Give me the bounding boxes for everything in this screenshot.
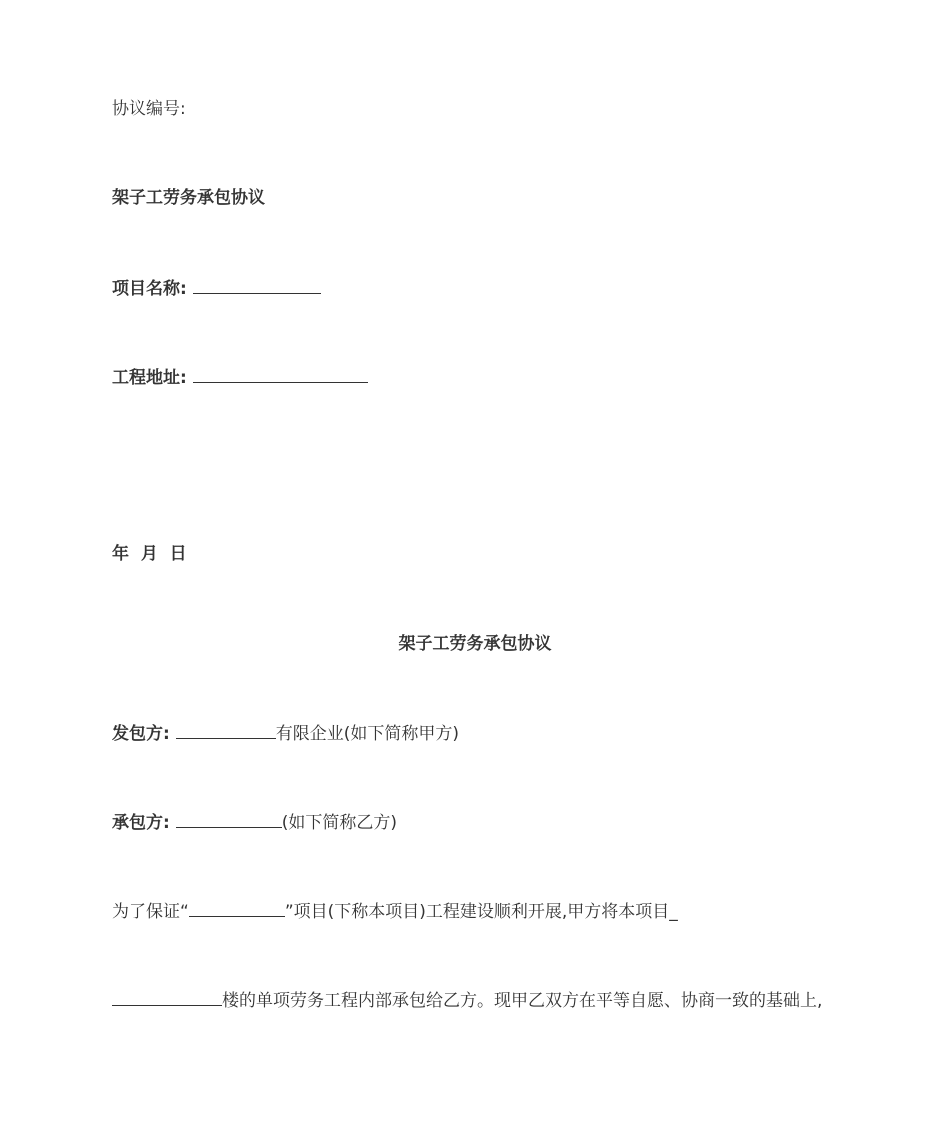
party-b-line xyxy=(112,810,397,835)
party-a-suffix: 有限企业(如下简称甲方) xyxy=(275,724,459,744)
project-address-line xyxy=(112,365,368,390)
body-title xyxy=(0,632,950,656)
date-text: 年 月 日 xyxy=(112,544,187,564)
para1-middle: ”项目(下称本项目)工程建设顺利开展,甲方将本项目_ xyxy=(284,902,678,922)
project-address-label: 工程地址: xyxy=(112,368,187,388)
building-blank xyxy=(112,988,222,1006)
paragraph-line-1 xyxy=(112,899,678,924)
project-name-line xyxy=(112,276,321,301)
project-name-label: 项目名称: xyxy=(112,279,187,299)
agreement-number-label: 协议编号: xyxy=(112,99,186,119)
party-b-suffix: (如下简称乙方) xyxy=(281,813,397,833)
party-b-blank xyxy=(176,810,282,828)
project-name-blank xyxy=(193,276,321,294)
cover-title-text: 架子工劳务承包协议 xyxy=(112,188,265,208)
body-title-text: 架子工劳务承包协议 xyxy=(398,634,552,654)
paragraph-line-2 xyxy=(112,988,822,1013)
para1-prefix: 为了保证“ xyxy=(112,902,189,922)
agreement-number-line xyxy=(112,97,186,121)
party-b-label: 承包方: xyxy=(112,813,170,833)
para2-suffix: 楼的单项劳务工程内部承包给乙方。现甲乙双方在平等自愿、协商一致的基础上, xyxy=(222,991,823,1011)
project-address-blank xyxy=(193,365,368,383)
party-a-blank xyxy=(176,721,276,739)
party-a-line xyxy=(112,721,459,746)
party-a-label: 发包方: xyxy=(112,724,170,744)
cover-title xyxy=(112,186,265,210)
project-blank xyxy=(189,899,285,917)
date-line xyxy=(112,542,187,566)
